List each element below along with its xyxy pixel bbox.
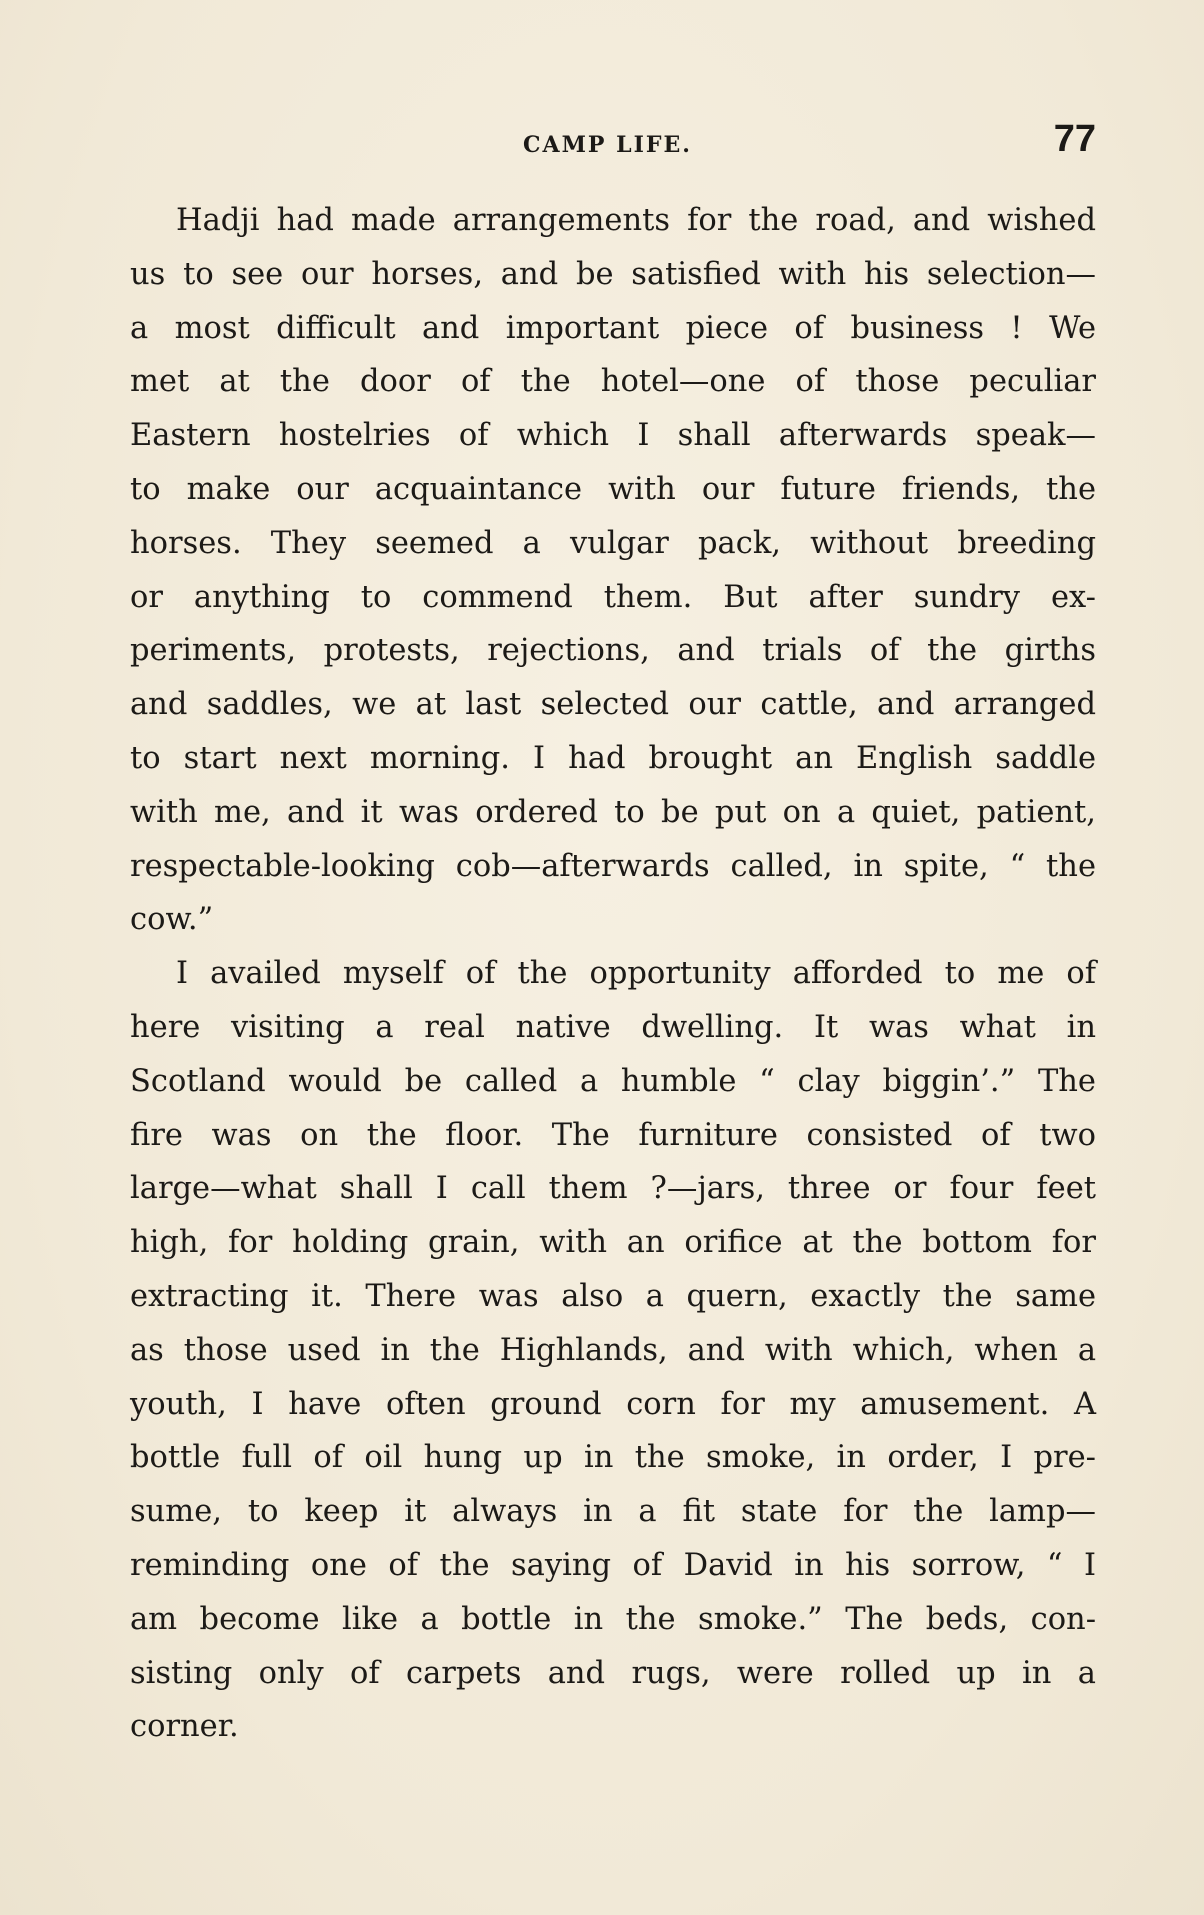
text-line: and saddles, we at last selected our cattle, and arranged: [130, 687, 1096, 723]
text-line: here visiting a real native dwelling. It was what in: [130, 1009, 1096, 1045]
running-head: CAMP LIFE.: [523, 132, 692, 158]
text-line: large—what shall I call them ?—jars, three or four feet: [130, 1171, 1096, 1207]
text-line: periments, protests, rejections, and trials of the girths: [130, 633, 1096, 669]
page-number: 77: [1053, 118, 1096, 160]
text-line: a most difficult and important piece of business ! We: [130, 310, 1096, 346]
text-line: met at the door of the hotel—one of those peculiar: [130, 364, 1096, 400]
text-line: or anything to commend them. But after sundry ex-: [130, 579, 1096, 615]
text-line: to start next morning. I had brought an English saddle: [130, 740, 1096, 776]
text-line: us to see our horses, and be satisfied with his selection—: [130, 256, 1096, 292]
text-line: reminding one of the saying of David in his sorrow, “ I: [130, 1547, 1096, 1583]
text-line: bottle full of oil hung up in the smoke, in order, I pre-: [130, 1440, 1096, 1476]
text-line: cow.”: [130, 902, 214, 938]
text-line: Eastern hostelries of which I shall afterwards speak—: [130, 418, 1096, 454]
text-line: sisting only of carpets and rugs, were rolled up in a: [130, 1655, 1096, 1691]
page-header: [130, 118, 1096, 178]
text-line: sume, to keep it always in a fit state for the lamp—: [130, 1494, 1096, 1530]
text-line: am become like a bottle in the smoke.” The beds, con-: [130, 1601, 1096, 1637]
body-text: [130, 194, 1096, 1754]
text-line: high, for holding grain, with an orifice at the bottom for: [130, 1225, 1096, 1261]
text-line: Hadji had made arrangements for the road, and wished: [176, 203, 1096, 238]
text-line: Scotland would be called a humble “ clay biggin’.” The: [130, 1063, 1096, 1099]
text-line: respectable-looking cob—afterwards called, in spite, “ the: [130, 848, 1096, 884]
text-line: I availed myself of the opportunity afforded to me of: [176, 956, 1096, 992]
text-line: as those used in the Highlands, and with which, when a: [130, 1332, 1096, 1368]
text-line: horses. They seemed a vulgar pack, without breeding: [130, 525, 1096, 561]
text-line: youth, I have often ground corn for my amusement. A: [130, 1386, 1096, 1422]
text-line: extracting it. There was also a quern, exactly the same: [130, 1278, 1096, 1314]
text-line: fire was on the floor. The furniture consisted of two: [130, 1117, 1096, 1153]
text-line: to make our acquaintance with our future friends, the: [130, 471, 1096, 507]
text-line: corner.: [130, 1709, 239, 1745]
text-line: with me, and it was ordered to be put on a quiet, patient,: [130, 794, 1096, 830]
